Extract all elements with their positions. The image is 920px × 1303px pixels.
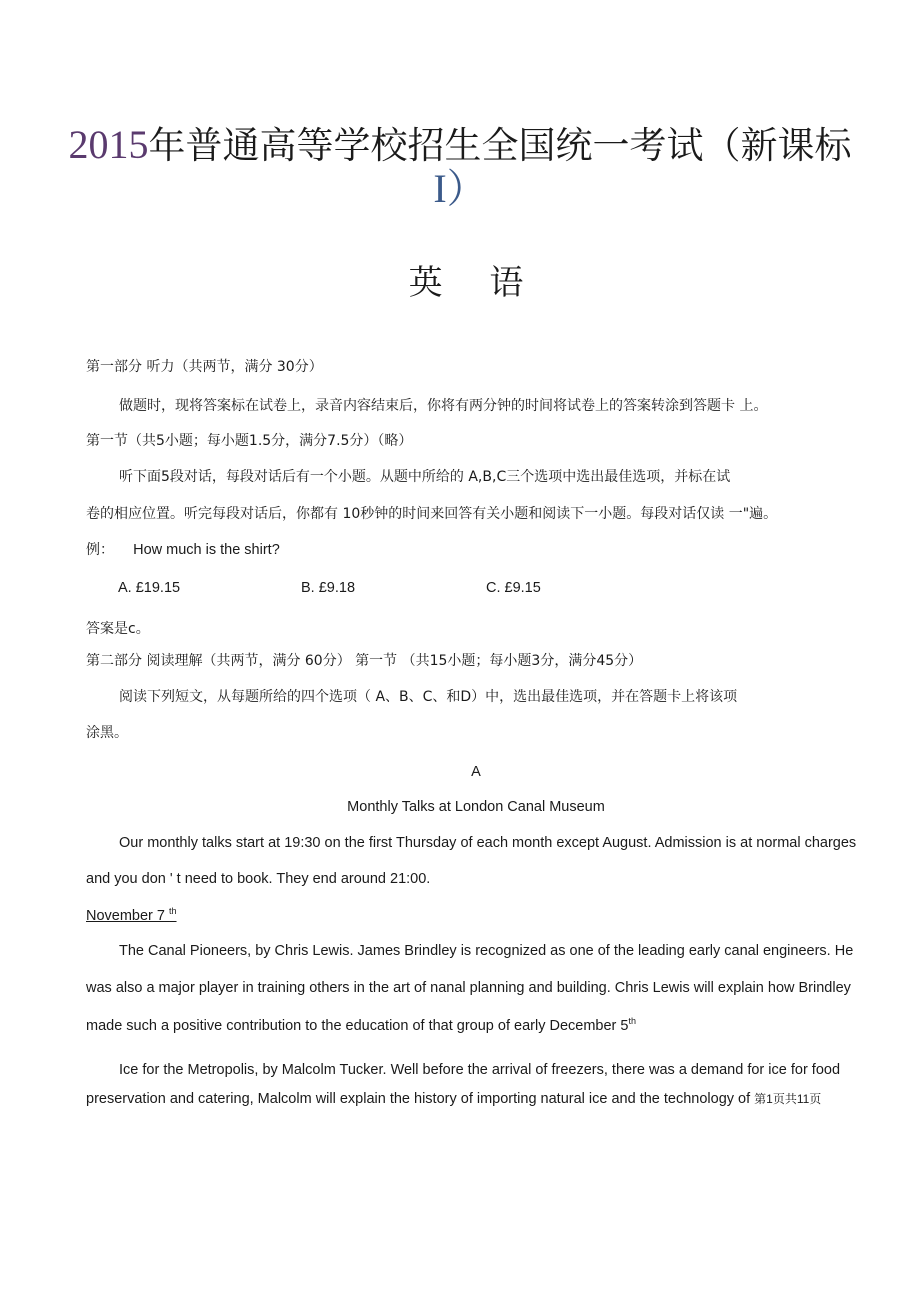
talk1-line3 (86, 1016, 636, 1034)
exam-title (0, 118, 920, 173)
section1-directions-line1: 听下面5段对话，每段对话后有一个小题。从题中所给的 A,B,C三个选项中选出最佳选项，并标在试 (119, 469, 731, 485)
part2-directions-line2: 涂黑。 (86, 725, 128, 741)
date-november (86, 906, 177, 924)
passage-label: A (471, 764, 481, 780)
date-november-sup: th (169, 906, 177, 916)
date-november-text: November 7 (86, 907, 165, 924)
passage-title: Monthly Talks at London Canal Museum (347, 799, 605, 815)
talk1-line1: The Canal Pioneers, by Chris Lewis. James Brindley is recognized as one of the leading early canal engineers. He (119, 943, 854, 959)
option-c: C. £9.15 (486, 580, 541, 596)
section1-directions-line2: 卷的相应位置。听完每段对话后，你都有 10秒钟的时间来回答有关小题和阅读下一小题。每段对话仅读 一"遍。 (86, 506, 778, 522)
example-question: How much is the shirt? (133, 542, 280, 558)
example-answer: 答案是c。 (86, 621, 150, 637)
exam-title-year: 2015 (68, 122, 149, 167)
part2-directions-line1: 阅读下列短文，从每题所给的四个选项（ A、B、C、和D）中，选出最佳选项，并在答题卡上将该项 (119, 689, 738, 705)
intro-line1: Our monthly talks start at 19:30 on the first Thursday of each month except August. Admission is at normal charges (119, 835, 857, 851)
section1-heading: 第一节（共5小题；每小题1.5分，满分7.5分）（略） (86, 433, 413, 449)
talk1-line3-text: made such a positive contribution to the education of that group of early December 5 (86, 1017, 629, 1034)
example-label: 例： (86, 542, 114, 558)
part1-heading: 第一部分 听力（共两节，满分 30分） (86, 359, 323, 375)
part2-heading: 第二部分 阅读理解（共两节，满分 60分） 第一节 （共15小题；每小题3分，满分45分） (86, 653, 643, 669)
option-a: A. £19.15 (118, 580, 181, 596)
page-number: 第1页共11页 (754, 1092, 822, 1106)
talk2-line1: Ice for the Metropolis, by Malcolm Tucker. Well before the arrival of freezers, there was a demand for ice for food (119, 1062, 841, 1078)
subject-heading: 英 语 (408, 263, 542, 303)
part1-instruction: 做题时，现将答案标在试卷上，录音内容结束后，你将有两分钟的时间将试卷上的答案转涂到答题卡 上。 (119, 398, 768, 414)
exam-title-suffix: I） (433, 166, 487, 211)
talk1-line2: was also a major player in training others in the art of nanal planning and building. Chris Lewis will explain how Brindley (86, 980, 851, 996)
talk1-line3-sup: th (628, 1016, 636, 1026)
exam-title-main: 年普通高等学校招生全国统一考试（新课标 (148, 124, 852, 167)
example-row (86, 539, 280, 559)
option-b: B. £9.18 (301, 580, 356, 596)
talk2-line2 (86, 1090, 821, 1107)
intro-line2: and you don ' t need to book. They end around 21:00. (86, 871, 431, 887)
talk2-line2-text: preservation and catering, Malcolm will explain the history of importing natural ice and the technology of (86, 1091, 751, 1107)
